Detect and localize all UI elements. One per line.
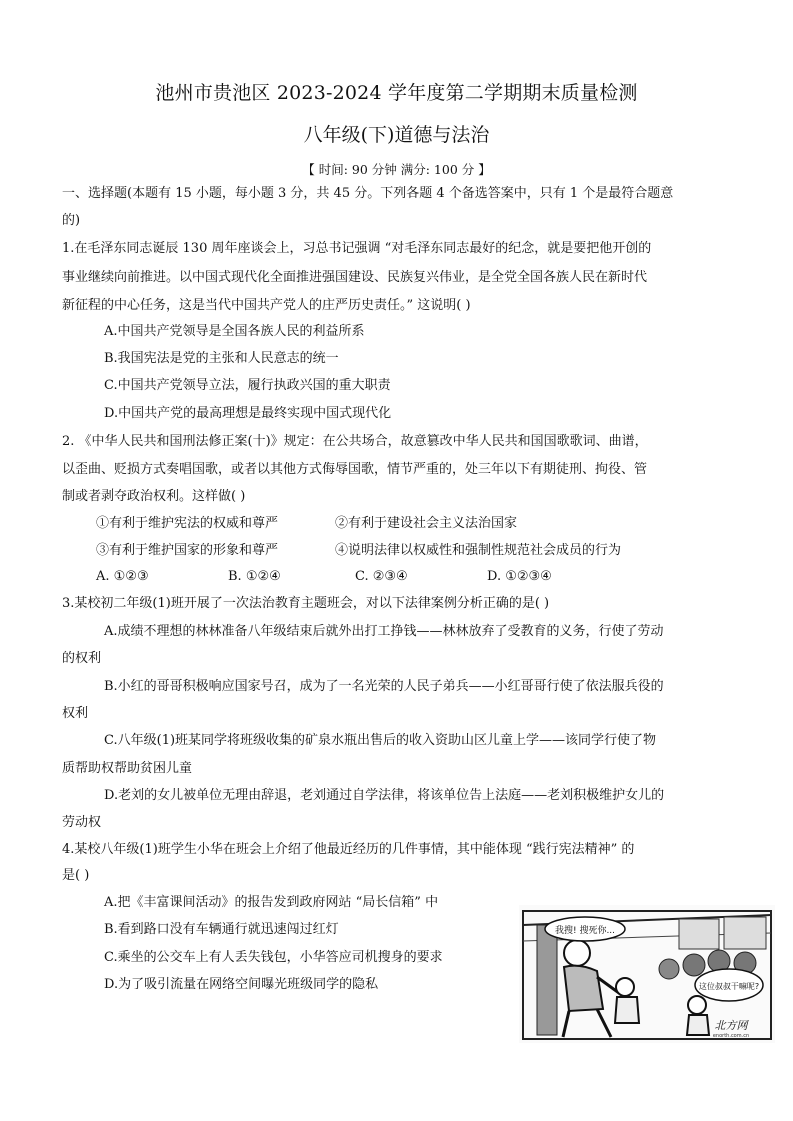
q1-option-d: D.中国共产党的最高理想是最终实现中国式现代化 [104, 406, 392, 421]
exam-subtitle: 八年级(下)道德与法治 [303, 124, 490, 146]
q4-option-d: D.为了吸引流量在网络空间曝光班级同学的隐私 [104, 977, 379, 992]
q3-option-b-line-1: B.小红的哥哥积极响应国家号召，成为了一名光荣的人民子弟兵——小红哥哥行使了依法服兵役的 [104, 679, 664, 694]
q3-option-a-line-1: A.成绩不理想的林林准备八年级结束后就外出打工挣钱——林林放弃了受教育的义务，行使了劳动 [104, 624, 664, 639]
q3-option-a-line-2: 的权利 [62, 651, 102, 666]
exam-title: 池州市贵池区 2023-2024 学年度第二学期期末质量检测 [155, 82, 638, 104]
q2-statement-3: ③有利于维护国家的形象和尊严 [96, 543, 279, 558]
q3-stem: 3.某校初二年级(1)班开展了一次法治教育主题班会，对以下法律案例分析正确的是( ) [62, 596, 550, 611]
bubble-right-text: 这位叔叔干嘛呢? [698, 982, 760, 991]
bubble-left-text: 我搜! 搜死你... [554, 926, 616, 936]
q3-option-c-line-1: C.八年级(1)班某同学将班级收集的矿泉水瓶出售后的收入资助山区儿童上学——该同学行使了物 [104, 733, 657, 748]
q1-stem-line-1: 1.在毛泽东同志诞辰 130 周年座谈会上，习总书记强调 “对毛泽东同志最好的纪念，就是要把他开创的 [62, 241, 652, 256]
q2-stem-line-1: 2. 《中华人民共和国刑法修正案(十)》规定：在公共场合，故意篡改中华人民共和国国歌歌词、曲谱， [62, 434, 648, 449]
q2-stem-line-2: 以歪曲、贬损方式奏唱国歌，或者以其他方式侮辱国歌，情节严重的，处三年以下有期徒刑、拘役、管 [62, 462, 648, 477]
q3-option-b-line-2: 权利 [62, 706, 89, 721]
q4-stem-line-1: 4.某校八年级(1)班学生小华在班会上介绍了他最近经历的几件事情，其中能体现 “践行宪法精神” 的 [62, 842, 635, 857]
section-intro-line-2: 的) [62, 213, 81, 228]
exam-meta: 【 时间: 90 分钟 满分: 100 分 】 [302, 162, 491, 177]
q2-option-b: B. ①②④ [228, 569, 281, 584]
cartoon-logo-sub: enorth.com.cn [712, 1033, 750, 1039]
q2-option-c: C. ②③④ [355, 569, 408, 584]
q4-option-a: A.把《丰富课间活动》的报告发到政府网站 “局长信箱” 中 [104, 895, 439, 910]
q2-statement-2: ②有利于建设社会主义法治国家 [335, 516, 518, 531]
q4-option-b: B.看到路口没有车辆通行就迅速闯过红灯 [104, 922, 339, 937]
q2-statement-1: ①有利于维护宪法的权威和尊严 [96, 516, 279, 531]
q1-option-b: B.我国宪法是党的主张和人民意志的统一 [104, 351, 339, 366]
q1-option-c: C.中国共产党领导立法，履行执政兴国的重大职责 [104, 378, 391, 393]
section-intro-line-1: 一、选择题(本题有 15 小题，每小题 3 分，共 45 分。下列各题 4 个备选答案中，只有 1 个是最符合题意 [62, 186, 674, 201]
q3-option-d-line-2: 劳动权 [62, 815, 102, 830]
q2-statement-4: ④说明法律以权威性和强制性规范社会成员的行为 [335, 543, 622, 558]
q2-stem-line-3: 制或者剥夺政治权利。这样做( ) [62, 489, 246, 504]
q4-stem-line-2: 是( ) [62, 868, 90, 883]
q3-option-d-line-1: D.老刘的女儿被单位无理由辞退，老刘通过自学法律，将该单位告上法庭——老刘积极维护女儿的 [104, 788, 665, 803]
cartoon-logo: 北方网 [714, 1019, 748, 1032]
q2-option-d: D. ①②③④ [487, 569, 552, 584]
q3-option-c-line-2: 质帮助权帮助贫困儿童 [62, 761, 193, 776]
q1-stem-line-2: 事业继续向前推进。以中国式现代化全面推进强国建设、民族复兴伟业，是全党全国各族人民在新时代 [62, 270, 648, 285]
q1-option-a: A.中国共产党领导是全国各族人民的利益所系 [104, 324, 365, 339]
q1-stem-line-3: 新征程的中心任务，这是当代中国共产党人的庄严历史责任。” 这说明( ) [62, 298, 471, 313]
q2-option-a: A. ①②③ [96, 569, 149, 584]
cartoon-illustration [519, 905, 775, 1043]
q4-option-c: C.乘坐的公交车上有人丢失钱包，小华答应司机搜身的要求 [104, 950, 443, 965]
